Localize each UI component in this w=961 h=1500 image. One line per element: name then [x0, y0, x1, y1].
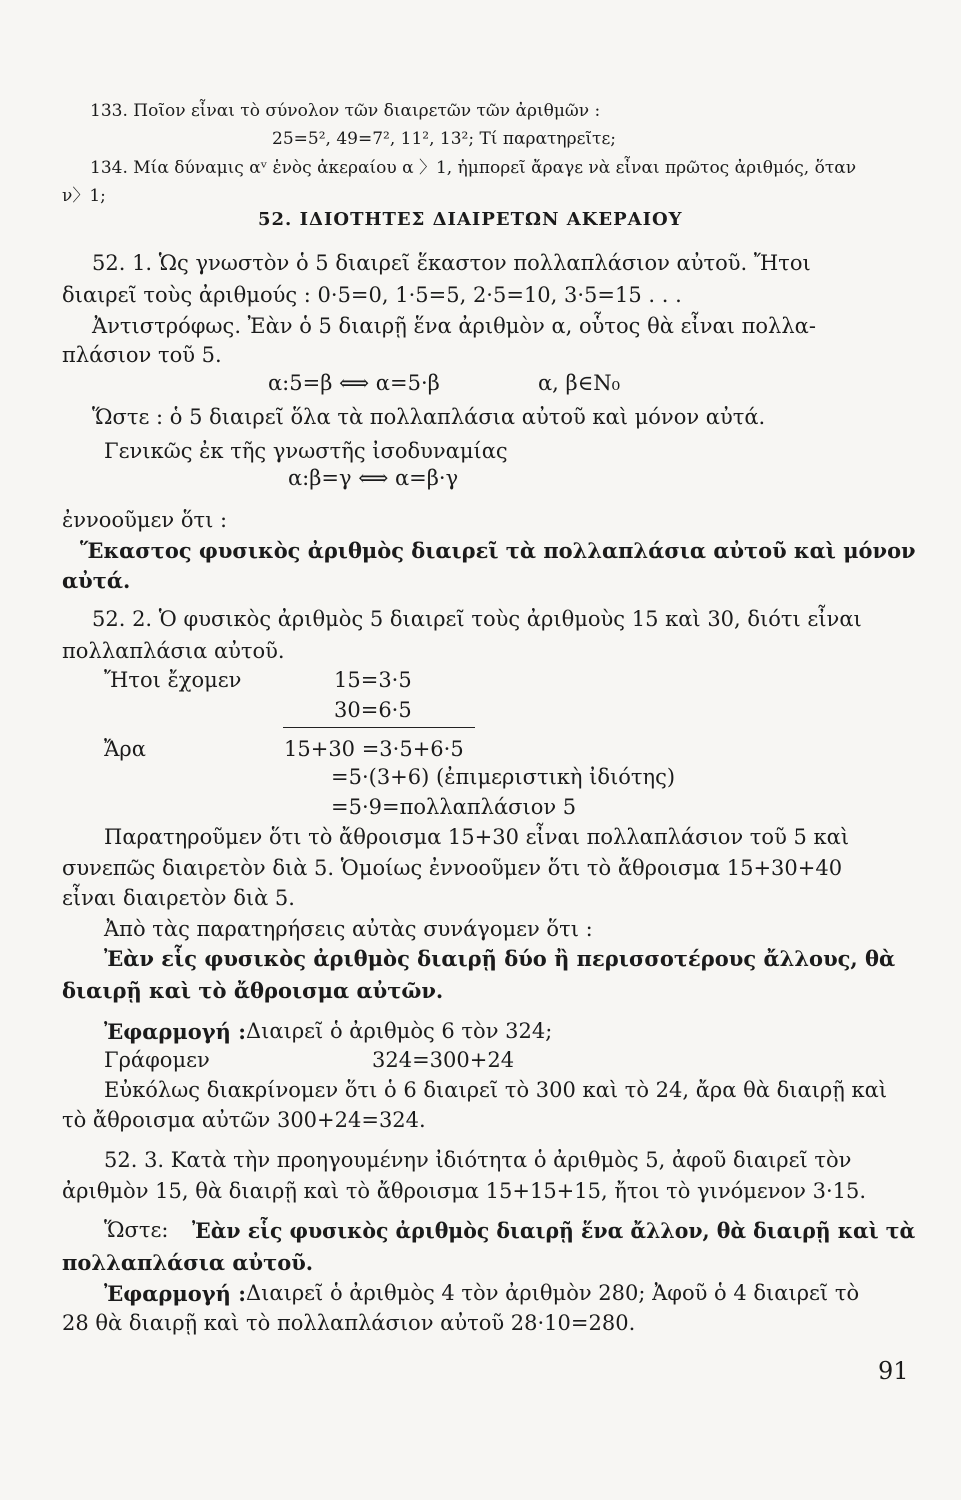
equation-30: 30=6·5 [334, 698, 412, 722]
sum-rule-line [283, 727, 475, 728]
p521-line-4: πλάσιον τοῦ 5. [62, 343, 222, 367]
equation-result: =5·9=πολλαπλάσιον 5 [331, 795, 577, 819]
p521-line-5: Ὥστε : ὁ 5 διαιρεῖ ὅλα τὰ πολλαπλάσια αὐτοῦ καὶ μόνον αὐτά. [92, 405, 766, 429]
p521-line-1: 52. 1. Ὡς γνωστὸν ὁ 5 διαιρεῖ ἕκαστον πολλαπλάσιον αὐτοῦ. Ἤτοι [92, 251, 811, 275]
p522-line-3-label: Ἤτοι ἔχομεν [104, 668, 242, 692]
exercise-133-line-1: 133. Ποῖον εἶναι τὸ σύνολον τῶν διαιρετῶν τῶν ἀριθμῶν : [90, 101, 601, 121]
p521-line-3: Ἀντιστρόφως. Ἐὰν ὁ 5 διαιρῇ ἕνα ἀριθμὸν α, οὗτος θὰ εἶναι πολλα- [92, 314, 816, 338]
p522-line-4: Παρατηροῦμεν ὅτι τὸ ἄθροισμα 15+30 εἶναι πολλαπλάσιον τοῦ 5 καὶ [104, 825, 850, 849]
rule-1-line-2: αὐτά. [62, 568, 131, 593]
p522-line-6: εἶναι διαιρετὸν διὰ 5. [62, 886, 295, 910]
rule-3-line-1: Ἐὰν εἷς φυσικὸς ἀριθμὸς διαιρῇ ἕνα ἄλλον, θὰ διαιρῇ καὶ τὰ [192, 1218, 916, 1243]
p522-line-8: Εὐκόλως διακρίνομεν ὅτι ὁ 6 διαιρεῖ τὸ 300 καὶ τὸ 24, ἄρα θὰ διαιρῇ καὶ [104, 1078, 888, 1102]
rule-2-line-2: διαιρῇ καὶ τὸ ἄθροισμα αὐτῶν. [62, 978, 444, 1003]
p522-line-5: συνεπῶς διαιρετὸν διὰ 5. Ὁμοίως ἐννοοῦμεν ὅτι τὸ ἄθροισμα 15+30+40 [62, 856, 843, 880]
exercise-133-line-2: 25=5², 49=7², 11², 13²; Τί παρατηρεῖτε; [272, 129, 616, 149]
exercise-134-line-2: ν〉1; [62, 186, 106, 206]
formula-2: α:β=γ ⟺ α=β·γ [288, 466, 459, 490]
p522-line-7: Ἀπὸ τὰς παρατηρήσεις αὐτὰς συνάγομεν ὅτι : [104, 917, 593, 941]
rule-3-prefix: Ὥστε: [104, 1218, 169, 1242]
p521-line-6: Γενικῶς ἐκ τῆς γνωστῆς ἰσοδυναμίας [104, 439, 508, 463]
write-label: Γράφομεν [104, 1048, 210, 1072]
rule-3-line-2: πολλαπλάσια αὐτοῦ. [62, 1250, 314, 1275]
formula-1-domain: α, β∈N₀ [538, 371, 621, 395]
ara-label: Ἄρα [104, 737, 146, 761]
rule-1-line-1: Ἕκαστος φυσικὸς ἀριθμὸς διαιρεῖ τὰ πολλαπλάσια αὐτοῦ καὶ μόνον [80, 538, 916, 563]
equation-factor: =5·(3+6) (ἐπιμεριστικὴ ἰδιότης) [331, 765, 676, 789]
application-2-label: Ἐφαρμογή : [104, 1281, 246, 1306]
p522-line-9: τὸ ἄθροισμα αὐτῶν 300+24=324. [62, 1108, 426, 1132]
equation-sum: 15+30 =3·5+6·5 [284, 737, 464, 761]
rule-2-line-1: Ἐὰν εἷς φυσικὸς ἀριθμὸς διαιρῇ δύο ἢ περισσοτέρους ἄλλους, θὰ [104, 946, 896, 971]
application-1-label: Ἐφαρμογή : [104, 1019, 246, 1044]
page-number: 91 [878, 1357, 909, 1385]
p523-line-2: ἀριθμὸν 15, θὰ διαιρῇ καὶ τὸ ἄθροισμα 15+15+15, ἤτοι τὸ γινόμενον 3·15. [62, 1179, 867, 1203]
formula-1: α:5=β ⟺ α=5·β [268, 371, 440, 395]
p522-line-1: 52. 2. Ὁ φυσικὸς ἀριθμὸς 5 διαιρεῖ τοὺς ἀριθμοὺς 15 καὶ 30, διότι εἶναι [92, 607, 862, 631]
exercise-134-line-1: 134. Μία δύναμις αᵛ ἑνὸς ἀκεραίου α 〉1, ἠμπορεῖ ἄραγε νὰ εἶναι πρῶτος ἀριθμός, ὅταν [90, 158, 857, 178]
section-title: 52. ΙΔΙΟΤΗΤΕΣ ΔΙΑΙΡΕΤΩΝ ΑΚΕΡΑΙΟΥ [258, 209, 683, 230]
equation-15: 15=3·5 [334, 668, 412, 692]
application-1-text: Διαιρεῖ ὁ ἀριθμὸς 6 τὸν 324; [246, 1019, 553, 1043]
application-2-text: Διαιρεῖ ὁ ἀριθμὸς 4 τὸν ἀριθμὸν 280; Ἀφοῦ ὁ 4 διαιρεῖ τὸ [246, 1281, 860, 1305]
p521-line-2: διαιρεῖ τοὺς ἀριθμούς : 0·5=0, 1·5=5, 2·5=10, 3·5=15 . . . [62, 283, 682, 307]
p521-line-7: ἐννοοῦμεν ὅτι : [62, 508, 228, 532]
p522-line-2: πολλαπλάσια αὐτοῦ. [62, 639, 285, 663]
p523-line-3: 28 θὰ διαιρῇ καὶ τὸ πολλαπλάσιον αὐτοῦ 28·10=280. [62, 1311, 636, 1335]
write-equation: 324=300+24 [372, 1048, 515, 1072]
p523-line-1: 52. 3. Κατὰ τὴν προηγουμένην ἰδιότητα ὁ ἀριθμὸς 5, ἀφοῦ διαιρεῖ τὸν [104, 1148, 852, 1172]
